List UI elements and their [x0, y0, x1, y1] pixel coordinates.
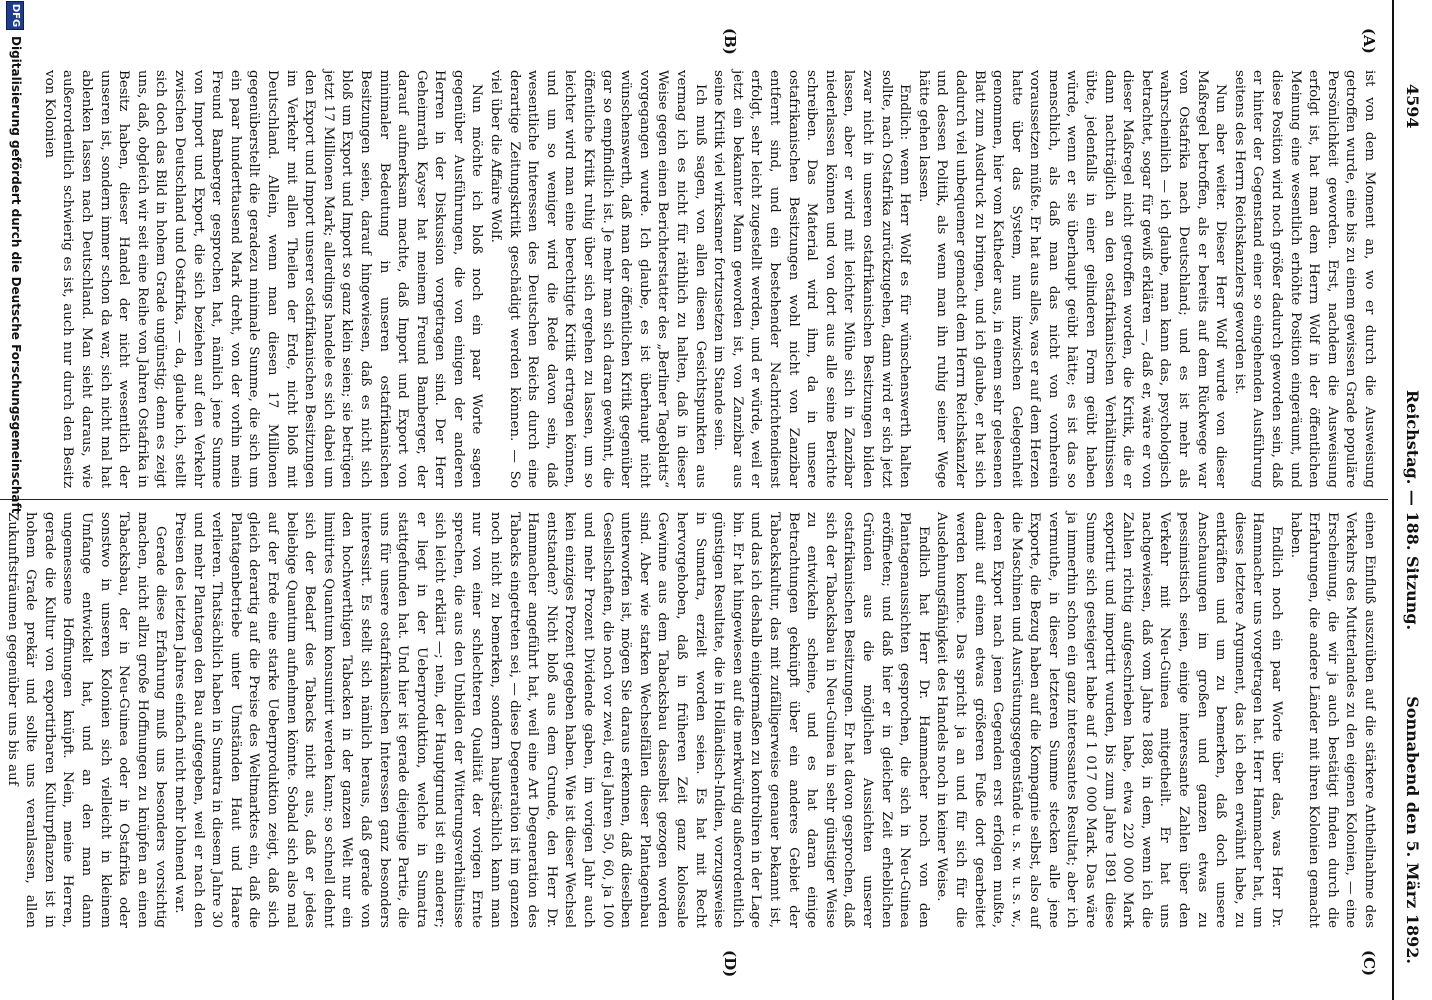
margin-marker-a: (A) — [1360, 28, 1378, 54]
margin-marker-d: (D) — [721, 950, 739, 978]
session-date: Sonnabend den 5. März 1892. — [1403, 696, 1422, 964]
margin-marker-b: (B) — [721, 28, 739, 55]
dfg-logo: DFG — [6, 1, 24, 30]
column-divider — [0, 499, 1388, 500]
paragraph: Gerade diese Erfahrung muß uns besonders vorsichtig machen, nicht allzu große Hoffnungen zu knüpfen an einen Tabacksbau, der in Neu-Guinea oder in Ostafrika oder sonstwo in unseren Kolonien sich vielleicht in kleinem Umfange entwickelt hat, und an den man dann ungemessene Hoffnungen knüpft. Nein, meine Herren, gerade die Kultur von exportirbaren Kulturpflanzen ist in hohem Grade prekär und sollte uns veranlassen, allen Zukunftsträumen gegenüber uns bis auf — [4, 512, 169, 928]
paragraph: einen Einfluß auszuüben auf die stärkere Antheilnahme des Verkehrs des Mutterlandes zu den eigenen Kolonien, — eine Erscheinung, die wir ja auch bestätigt finden durch die Erfahrungen, die andere Länder mit ihren Kolonien gemacht haben. — [1287, 512, 1377, 928]
paragraph: Endlich hat Herr Dr. Hammacher noch von den Plantagenaussichten gesprochen, die sich in Neu-Guinea eröffneten; und daß hier er in gleicher Zeit erheblichen Gründen aus die möglichen Aussichten unserer ostafrikanischen Besitzungen. Er hat davon gesprochen, daß sich der Tabacksbau in Neu-Guinea in sehr günstiger Weise zu entwickeln scheine, und es hat daran einige Betrachtungen geknüpft über ein anderes Gebiet der Tabackskultur, das mit zufälligerweise genauer bekannt ist, und das ich deshalb einigermaßen zu kontroliren in der Lage bin. Er hat hingewiesen auf die merkwürdig außerordentlich günstigen Resultate, die in Holländisch-Indien, vorzugsweise in Sumatra, erzielt worden seien. Es hat mit Recht hervorgehoben, daß in früheren Zeit ganz kolossale Gewinne aus dem Tabacksbau dasselbst gezogen worden sind. Aber wie starken Wechselfällen dieser Plantagenbau unterworfen ist, mögen Sie daraus erkennen, daß dieselben Gesellschaften, die noch vor zwei, drei Jahren 50, 60, ja 100 und mehr Prozent Dividende gaben, im vorigen Jahr auch kein einziges Prozent gegeben haben. Wie ist dieser Wechsel entstanden? Nicht bloß aus dem Grunde, den Herr Dr. Hammacher angeführt hat, weil eine Art Degeneration des Tabacks eingetreten sei, — diese Degeneration ist im ganzen noch nicht zu bemerken, sondern hauptsächlich kann man nur von einer schlechteren Qualität der vorigen Ernte sprechen, die aus den Unbilden der Witterungsverhältnisse sich leicht erklärt —; nein, der Hauptgrund ist ein anderer; er liegt in der Ueberproduktion, welche in Sumatra stattgefunden hat. Und hier ist gerade diejenige Partie, die uns für unsere ostafrikanischen Interessen ganz besonders interessirt. Es stellt sich nämlich heraus, daß gerade von den hochwerthigen Tabacken in der ganzen Welt nur ein limitirtes Quantum konsumirt werden kann; so schnell dehnt sich der Bedarf des Tabacks nicht aus, daß er jedes beliebige Quantum aufnehmen könnte. Sobald sich also mal auf der Erde eine starke Ueberproduktion zeigt, daß sich gleich derartig auf die Preise des Weltmarktes ein, daß die Plantagenbetriebe unter Umständen Haut und Haare verlieren. Thatsächlich haben in Sumatra in diesem Jahre 30 und mehr Plantagen den Bau aufgegeben, weil er nach den Preisen des letzten Jahres einfach nicht mehr lohnend war. — [172, 512, 931, 928]
margin-marker-c: (C) — [1360, 950, 1378, 977]
paragraph: Endlich noch ein paar Worte über das, was Herr Dr. Hammacher uns vorgetragen hat. Herr Hammacher hat, um dieses letztere Argument, das ich eben erwähnt habe, zu entkräften und um zu bemerken, daß doch unsere Anschauungen im großen und ganzen etwas zu pessimistisch seien, einige interessante Zahlen über den Verkehr mit Neu-Guinea mitgetheilt. Er hat uns nachgewiesen, daß vom Jahre 1888, in dem, wenn ich die Zahlen richtig aufgeschrieben habe, etwa 220 000 Mark exportirt und importirt wurden, bis zum Jahre 1891 diese Summe sich gesteigert habe auf 1 017 000 Mark. Das wäre ja immerhin schon ein ganz interessantes Resultat; aber ich vermuthe, in dieser letzteren Summe stecken alle jene Exporte, die Bezug haben auf die Kompagnie selbst, also auf die Maschinen und Ausrüstungsgegenstände u. s. w. u. s. w., deren Export nach jenen Gegenden erst erfolgen mußte, damit auf einem etwas größeren Fuße dort gearbeitet werden konnte. Das spricht ja an und für sich für die Ausdehnungsfähigkeit des Handels noch in keiner Weise. — [934, 512, 1285, 928]
paragraph: Ich muß sagen, von allen diesen Gesichtspunkten aus vermag ich es nicht für räthlich zu halten, daß in dieser Weise gegen einen Berichterstatter des „Berliner Tageblatts“ vorgegangen wurde. Ich glaube, es ist überhaupt nicht wünschenswerth, daß man der öffentlichen Kritik gegenüber gar so empfindlich ist. Je mehr man sich daran gewöhnt, die öffentliche Kritik ruhig über sich ergehen zu lassen, um so leichter wird man eine berechtigte Kritik ertragen können, und um so weniger wird die Rede davon sein, daß wesentliche Interessen des Deutschen Reichs durch eine derartige Zeitungskritik geschädigt werden können. — So viel über die Affaire Wolf. — [488, 70, 708, 488]
paragraph: Nun aber weiter. Dieser Herr Wolf wurde von dieser Maßregel betroffen, als er bereits auf dem Rückwege war von Ostafrika nach Deutschland; und es ist mehr als wahrscheinlich — ich glaube, man kann das, psychologisch betrachtet, sogar für gewiß erklären —, daß er, wäre er von dieser Maßregel nicht getroffen worden, die Kritik, die er dann nachträglich an den ostafrikanischen Verhältnissen übte, jedenfalls in einer gelinderen Form geübt haben würde, wenn er sie überhaupt geübt hätte; es ist das so menschlich, als daß man das nicht von vornherein voraussetzen müßte. Er hat aus alles, was er auf dem Herzen hatte über das System, nun inzwischen Gelegenheit genommen, hier vom Katheder aus, in einem sehr gelesenen Blatt zum Ausdruck zu bringen, und ich glaube, er hat sich dadurch viel unbequemer gemacht dem Herrn Reichskanzler und dessen Politik, als wenn man ihn ruhig seiner Wege hätte gehen lassen. — [915, 70, 1229, 488]
right-column — [2, 512, 1378, 928]
digitization-credit: Digitalisierung gefördert durch die Deutsche Forschungsgemeinschaft — [9, 36, 23, 514]
left-column — [39, 70, 1378, 488]
page-header — [1392, 0, 1432, 1000]
page-footer — [4, 0, 26, 1000]
paragraph: Endlich: wenn Herr Wolf es für wünschenswerth halten sollte, nach Ostafrika zurückzugehen, dann wird er sich jetzt zwar nicht in unseren ostafrikanischen Besitzungen bilden lassen, aber er wird mit leichter Mühe sich in Zanzibar niederlassen können und von dort aus alle seine Berichte schreiben. Das Material wird ihm, da in unsere ostafrikanischen Besitzungen wohl nicht von Zanzibar entfernt sind, und ein bestehender Nachrichtendienst erfolgt, sehr leicht zugestellt werden, und er würde, weil er jetzt ein bekannter Mann geworden ist, von Zanzibar aus seine Kritik viel wirksamer fortzusetzen im Stande sein. — [711, 70, 913, 488]
paragraph: ist von dem Moment an, wo er durch die Ausweisung getroffen wurde, eine bis zu einem gewissen Grade populäre Persönlichkeit geworden. Erst, nachdem die Ausweisung erfolgt ist, hat man dem Herrn Wolf in der öffentlichen Meinung eine wesentlich erhöhte Position eingeräumt, und diese Position wird noch größer dadurch geworden sein, daß er hinter der Gegenstand einer so eingehenden Ausführung seitens des Herrn Reichskanzlers geworden ist. — [1231, 70, 1377, 488]
session-title: Reichstag. — 188. Sitzung. — [1403, 389, 1422, 631]
paragraph: Nun möchte ich bloß noch ein paar Worte sagen gegenüber Ausführungen, die von einigen der anderen Herren in der Diskussion vorgetragen sind. Der Herr Geheimrath Kayser hat meinem Freund Bamberger, der darauf aufmerksam machte, daß Import und Export von minimaler Bedeutung in unseren ostafrikanischen Besitzungen seien, darauf hingewiesen, daß es nicht sich bloß um Export und Import so ganz klein seien; sie betrügen jetzt 17 Millionen Mark; allerdings handele es sich dabei um den Export und Import unserer ostafrikanischen Besitzungen im Verkehr mit allen Theilen der Erde, nicht bloß mit Deutschland. Allein, wenn man diesen 17 Millionen gegenüberstellt die geradezu minimale Summe, die sich um ein paar hunderttausend Mark dreht, von der vorhin mein Freund Bamberger gesprochen hat, nämlich jene Summe von Import und Export, die sich beziehen auf den Verkehr zwischen Deutschland und Ostafrika, — da, glaube ich, stellt sich doch das Bild in hohem Grade ungünstig; denn es zeigt uns, daß, obgleich wir seit eine Reihe von Jahren Ostafrika in Besitz haben, dieser Handel der nicht wesentlich der unseren ist, sondern immer schon da war, sich nicht mal hat ablenken lassen nach Deutschland. Man sieht daraus, wie außerordentlich schwierig es ist, auch nur durch den Besitz von Kolonien — [41, 70, 485, 488]
page-number: 4594 — [1403, 84, 1422, 129]
